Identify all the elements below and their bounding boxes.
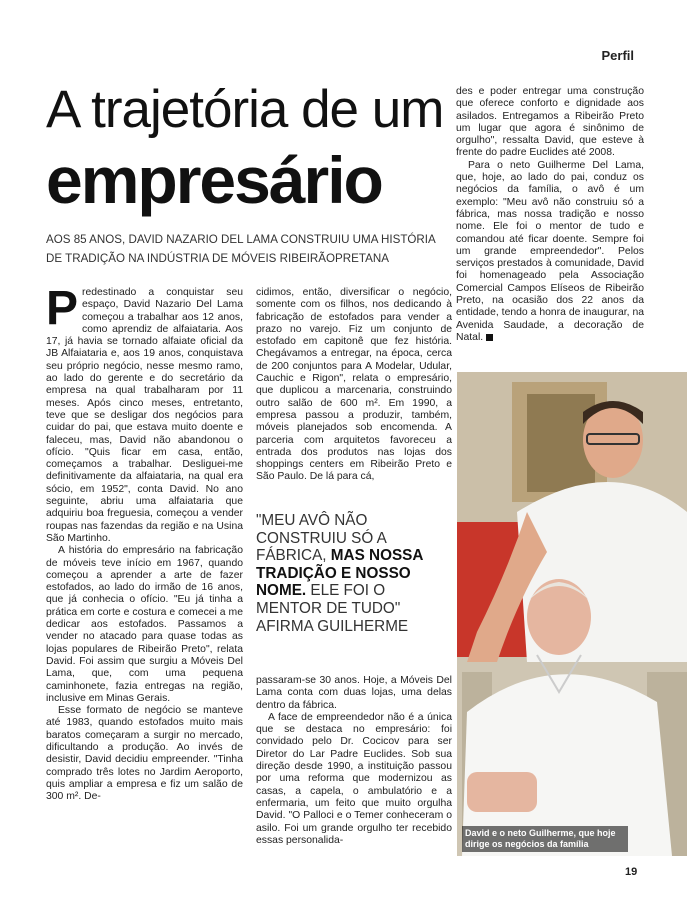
body-column-2-bottom <box>256 675 452 875</box>
col2-paragraph-2: passaram-se 30 anos. Hoje, a Móveis Del Lama conta com duas lojas, uma delas dentro da fábrica. <box>256 675 452 711</box>
body-column-1 <box>46 282 243 877</box>
pull-quote <box>256 512 452 635</box>
col1-paragraph-1: redestinado a conquistar seu espaço, David Nazario Del Lama começou a trabalhar aos 12 anos, como aprendiz de alfaiataria. Aos 17, já havia se tornado alfaiate oficial da JB Alfaiataria e, aos 19 anos, conquistava seu próprio negócio, nesse mesmo ramo, ao lado do gerente e do secretário da empresa na qual trabalharam por 11 meses. Após cinco meses, entretanto, teve que se desligar dos negócios para cuidar do pai, que estava muito doente e faleceu, mas, David não abandonou o ofício. "Quis ficar em casa, então, começamos a trabalhar. Desliguei-me definitivamente da alfaiataria, na qual era sócio, em 1952", conta David. No ano seguinte, abriu uma alfaiataria que adquiriu boa freguesia, começou a vender roupas nas fazendas da região e na Usina São Martinho. <box>46 287 243 544</box>
article-title-line1: A trajetória de um <box>46 80 444 139</box>
col3-paragraph-1: des e poder entregar uma construção que oferece conforto e dignidade aos asilados. Entregamos a Ribeirão Preto um lugar que agora é sinônimo de orgulho", ressalta David, que esteve à frente do padre Euclides até 2008. <box>456 86 644 159</box>
drop-cap: P <box>46 282 79 335</box>
section-label: Perfil <box>601 48 634 63</box>
article-lead: AOS 85 ANOS, DAVID NAZARIO DEL LAMA CONSTRUIU UMA HISTÓRIA DE TRADIÇÃO NA INDÚSTRIA DE MÓVEIS RIBEIRÃOPRETANA <box>46 233 436 265</box>
photo-caption: David e o neto Guilherme, que hoje dirige os negócios da família <box>462 826 628 852</box>
col2-paragraph-1: cidimos, então, diversificar o negócio, somente com os filhos, nos dedicando à fabricação de estofados para vender a prazo no varejo. Fiz um conjunto de estofado em capitonê que fez história. Chegávamos a entregar, na época, cerca de 200 conjuntos para A Modelar, Udular, Cauchic e Rigon", relata o empresário, que duplicou a marcenaria, construindo outro salão de 600 m². Em 1990, a empresa passou a produzir, também, móveis planejados sob encomenda. A parceria com arquitetos favoreceu a entrada dos produtos nas lojas dos shoppings centers em Ribeirão Preto e São Paulo. De lá para cá, <box>256 287 452 483</box>
article-title-line2: empresário <box>46 143 382 217</box>
page-number: 19 <box>625 866 638 878</box>
col1-paragraph-2: A história do empresário na fabricação de móveis teve início em 1967, quando começou a aprender a arte de fazer estofados, ao lado do irmão de 16 anos, que já conhecia o ofício. "Eu já tinha a prática em corte e costura e comecei a me dedicar aos estofados. Passamos a vender no atacado para quase todas as lojas populares de Ribeirão Preto", relata David. Foi assim que surgiu a Móveis Del Lama, que, com uma pequena caminhonete, fazia entregas na região, inclusive em Minas Gerais. <box>46 545 243 704</box>
body-column-2-top <box>256 287 452 502</box>
pull-quote-part-a: "MEU AVÔ NÃO CONSTRUIU SÓ A FÁBRICA, <box>256 512 387 565</box>
col1-paragraph-3: Esse formato de negócio se manteve até 1983, quando estofados muito mais baratos começaram a surgir no mercado, dificultando a produção. Ao invés de desistir, David decidiu empreender. "Tinha comprado três lotes no Jardim Aeroporto, quis ampliar a empresa e fiz um salão de 300 m². De- <box>46 705 243 803</box>
body-column-3 <box>456 86 644 348</box>
article-photo <box>457 372 687 856</box>
pull-quote-part-b: MAS NOSSA TRADIÇÃO E NOSSO NOME. <box>256 547 423 600</box>
col3-paragraph-2: Para o neto Guilherme Del Lama, que, hoje, ao lado do pai, conduz os negócios da família, o avô é um exemplo: "Meu avô não construiu só a fábrica, mas nossa tradição e nosso nome. Ele foi o mentor de tudo e comandou até ficar doente. Sempre foi um grande empreendedor". Pelos serviços prestados à comunidade, David foi homenageado pela Associação Comercial Campos Elíseos de Ribeirão Preto, na ocasião dos 22 anos da entidade, tendo a honra de inaugurar, na Avenida Saudade, a decoração de Natal. <box>456 159 644 343</box>
pull-quote-part-c: ELE FOI O MENTOR DE TUDO" AFIRMA GUILHERME <box>256 582 409 635</box>
col2-paragraph-3: A face de empreendedor não é a única que se destaca no empresário: foi convidado pelo Dr. Cocicov para ser Diretor do Lar Padre Euclides. Sob sua direção desde 1990, a instituição passou por uma reforma que modernizou as casas, a capela, o ambulatório e a enfermaria, um feito que muito orgulha David. "O Palloci e o Temer conheceram o asilo. Foi um grande orgulho ter recebido essas personalida- <box>256 711 452 846</box>
photo-illustration <box>457 372 687 856</box>
end-mark-icon <box>486 334 493 341</box>
